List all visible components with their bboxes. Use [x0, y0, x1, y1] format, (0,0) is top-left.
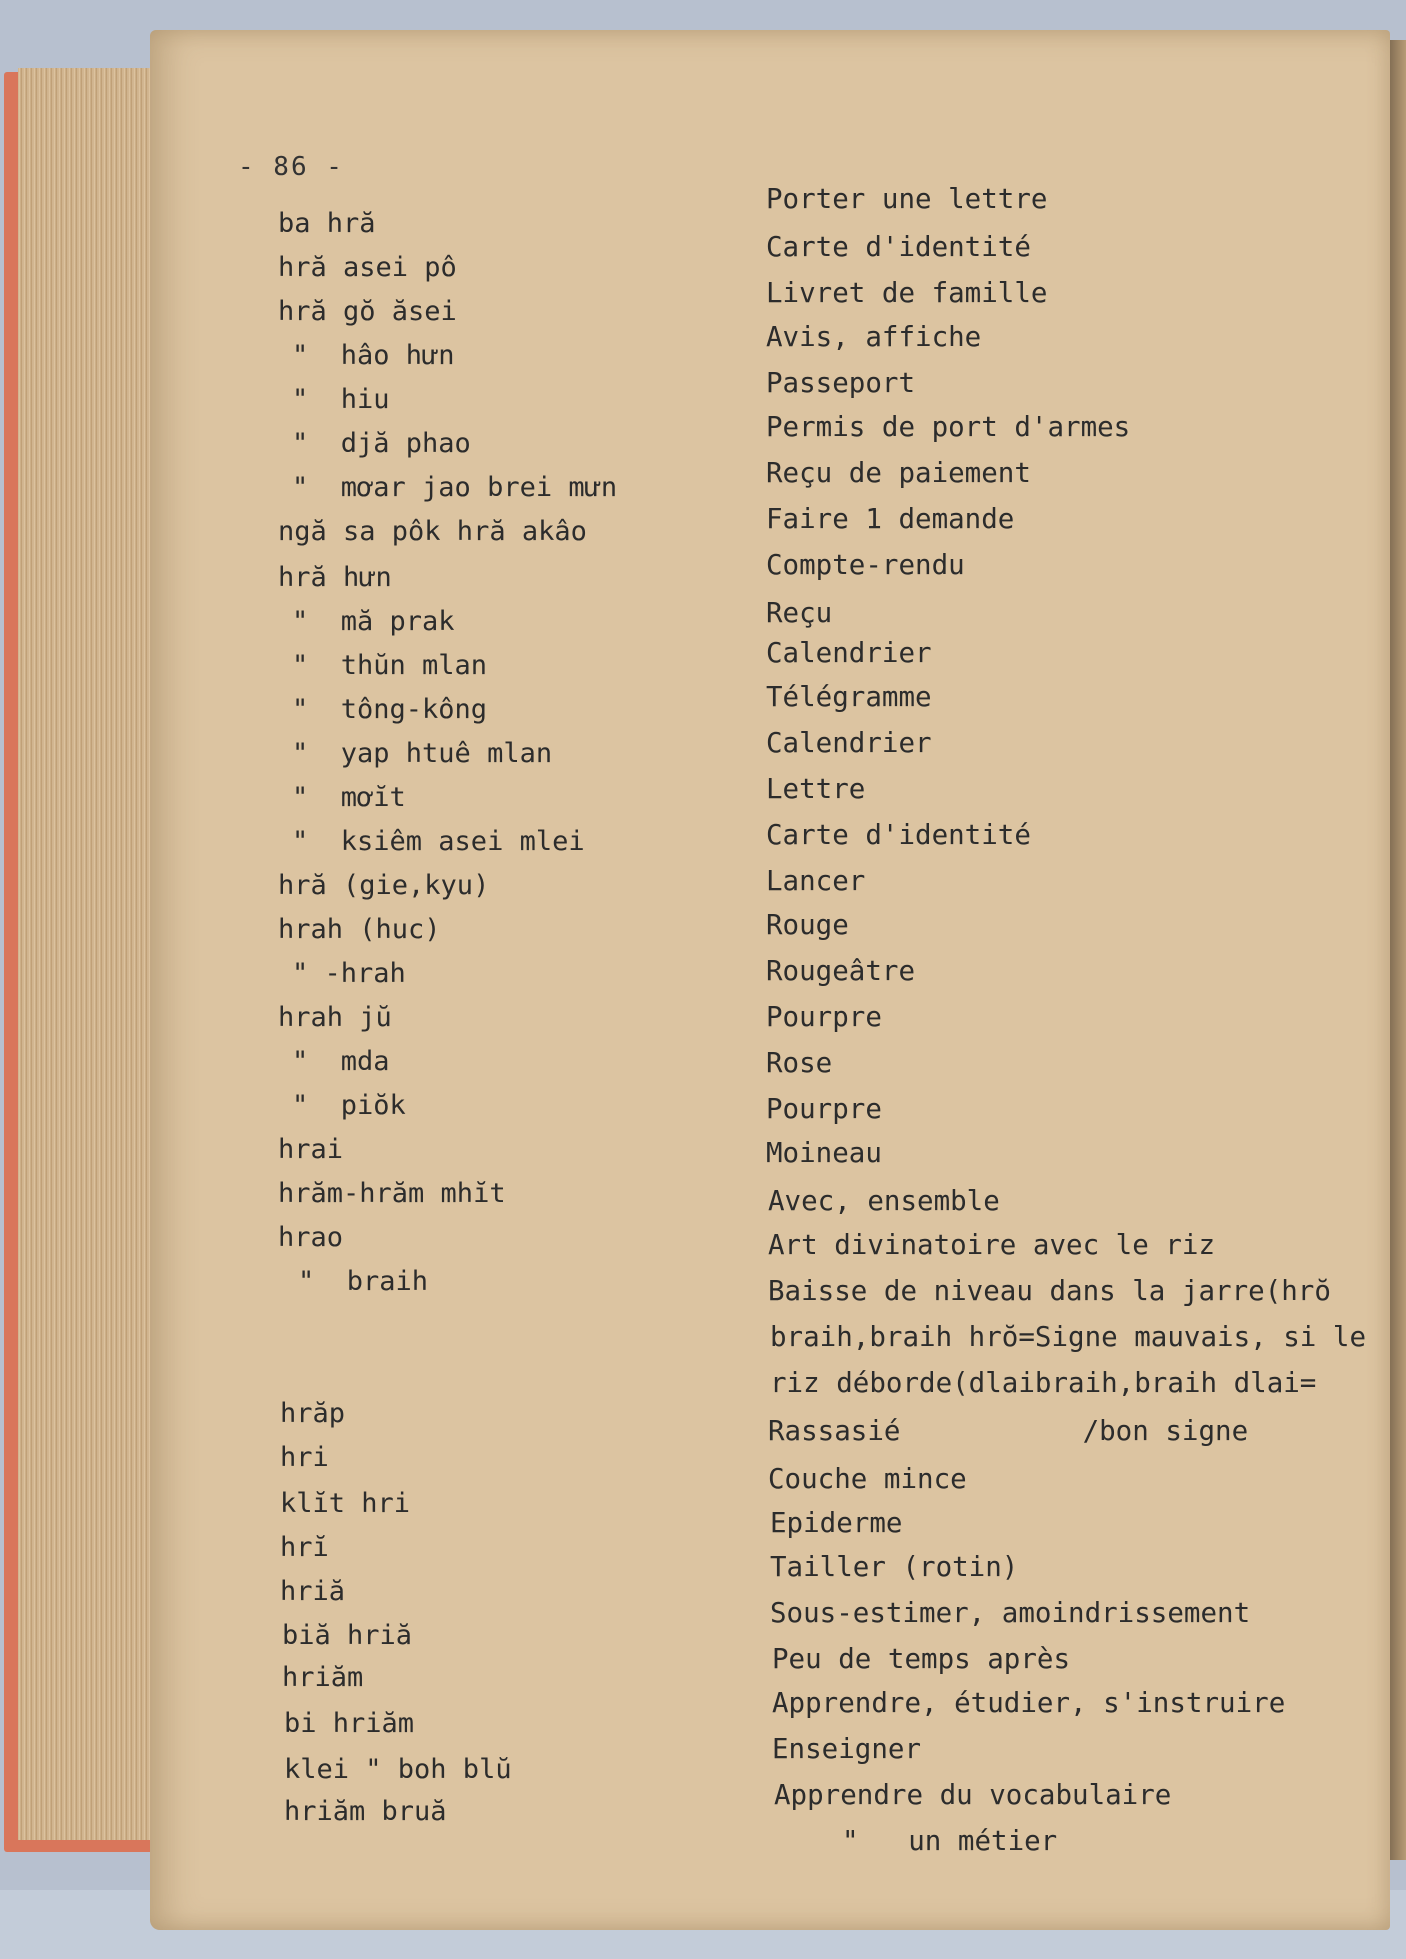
translation-entry: Tailler (rotin) — [770, 1551, 1019, 1583]
term-entry: " mơĭt — [292, 782, 406, 813]
translation-entry: Livret de famille — [766, 277, 1048, 309]
translation-entry: Pourpre — [766, 1001, 882, 1033]
term-entry: ba hră — [278, 208, 376, 239]
term-entry: biă hriă — [282, 1620, 413, 1651]
term-entry: " -hrah — [292, 958, 406, 989]
term-entry: hră asei pô — [278, 252, 457, 283]
translation-entry: Télégramme — [766, 681, 932, 713]
translation-entry: Calendrier — [766, 727, 932, 759]
translation-entry: Compte-rendu — [766, 549, 965, 581]
term-entry: hră gŏ ăsei — [278, 296, 457, 327]
term-entry: " djă phao — [292, 428, 471, 459]
translation-entry: Porter une lettre — [766, 183, 1048, 215]
translation-entry: Sous-estimer, amoindrissement — [770, 1597, 1251, 1629]
translation-entry: Art divinatoire avec le riz — [768, 1229, 1216, 1261]
term-entry: hrah (huc) — [278, 914, 441, 945]
translation-entry: Reçu de paiement — [766, 457, 1031, 489]
translation-entry: Avis, affiche — [766, 321, 982, 353]
translation-entry: Apprendre du vocabulaire — [774, 1779, 1172, 1811]
translation-entry: Peu de temps après — [772, 1643, 1071, 1675]
term-entry: bi hriăm — [284, 1708, 415, 1739]
term-entry: hrah jŭ — [278, 1002, 392, 1033]
term-entry: " tông-kông — [292, 694, 488, 725]
translation-entry: riz déborde(dlaibraih,braih dlai= — [770, 1367, 1317, 1399]
term-entry: hrăp — [280, 1398, 346, 1429]
term-entry: ngă sa pôk hră akâo — [278, 516, 587, 547]
translation-entry: Pourpre — [766, 1093, 882, 1125]
translation-entry: Rouge — [766, 909, 849, 941]
translation-entry: Carte d'identité — [766, 231, 1031, 263]
translation-entry: Carte d'identité — [766, 819, 1031, 851]
translation-entry: Passeport — [766, 367, 916, 399]
translation-entry: Apprendre, étudier, s'instruire — [772, 1687, 1286, 1719]
page-number: - 86 - — [238, 152, 344, 182]
term-entry: hriăm — [282, 1662, 364, 1693]
term-entry: " mă prak — [292, 606, 455, 637]
term-entry: " piŏk — [292, 1090, 406, 1121]
term-entry: " mda — [292, 1046, 390, 1077]
term-entry: hrĭ — [280, 1532, 329, 1563]
translation-entry: Rose — [766, 1047, 833, 1079]
term-entry: hră (gie,kyu) — [278, 870, 490, 901]
translation-entry: Rougeâtre — [766, 955, 916, 987]
translation-entry: Faire 1 demande — [766, 503, 1015, 535]
page-stack-edges — [18, 68, 168, 1840]
term-entry: hrai — [278, 1134, 344, 1165]
translation-entry: Lancer — [766, 865, 866, 897]
term-entry: hri — [280, 1442, 329, 1473]
term-entry: " yap htuê mlan — [292, 738, 553, 769]
term-entry: hră hưn — [278, 562, 392, 593]
translation-entry: Moineau — [766, 1137, 882, 1169]
term-entry: hriă — [280, 1576, 346, 1607]
translation-entry: Reçu — [766, 597, 833, 629]
term-entry: klei " boh blŭ — [284, 1754, 512, 1785]
translation-entry: Calendrier — [766, 637, 932, 669]
term-entry: hrao — [278, 1222, 344, 1253]
term-entry: " hiu — [292, 384, 390, 415]
translation-entry: Enseigner — [772, 1733, 922, 1765]
term-entry: " braih — [298, 1266, 429, 1297]
translation-entry: Avec, ensemble — [768, 1185, 1000, 1217]
translation-entry: " un métier — [842, 1825, 1058, 1857]
term-entry: " thŭn mlan — [292, 650, 488, 681]
translation-entry: Lettre — [766, 773, 866, 805]
term-entry: hrăm-hrăm mhĭt — [278, 1178, 506, 1209]
term-entry: " hâo hưn — [292, 340, 455, 371]
term-entry: " mơar jao brei mưn — [292, 472, 618, 503]
translation-entry: braih,braih hrŏ=Signe mauvais, si le — [770, 1321, 1367, 1353]
term-entry: " ksiêm asei mlei — [292, 826, 585, 857]
translation-entry: Couche mince — [768, 1463, 967, 1495]
translation-entry: Epiderme — [770, 1507, 903, 1539]
term-entry: klĭt hri — [280, 1488, 411, 1519]
term-entry: hriăm bruă — [284, 1796, 447, 1827]
translation-entry: Permis de port d'armes — [766, 411, 1131, 443]
translation-entry: Baisse de niveau dans la jarre(hrŏ — [768, 1275, 1331, 1307]
translation-entry: Rassasié /bon signe — [768, 1415, 1249, 1447]
